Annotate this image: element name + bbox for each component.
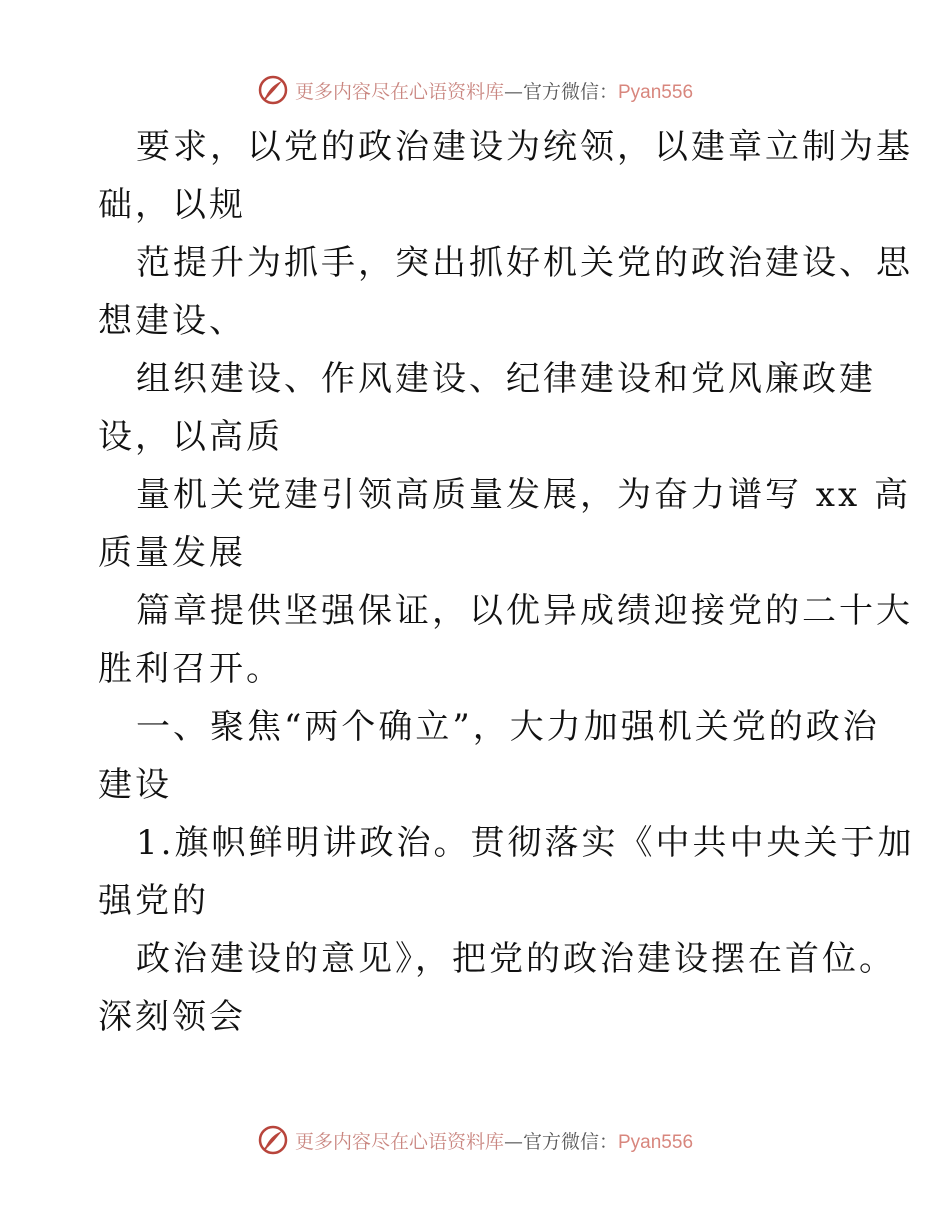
watermark-wechat-label: 官方微信： — [522, 1130, 618, 1153]
paragraph-line: 组织建设、作风建设、纪律建设和党风廉政建 — [136, 359, 876, 399]
section-heading-line: 建设 — [98, 765, 172, 805]
watermark-separator: — — [503, 1130, 523, 1153]
header-watermark — [0, 70, 950, 110]
paragraph-line: 要求，以党的政治建设为统领，以建章立制为基 — [136, 127, 913, 167]
paragraph-line: 强党的 — [98, 881, 209, 921]
paragraph-line: 胜利召开。 — [98, 649, 283, 689]
paragraph-line: 想建设、 — [98, 301, 246, 341]
paragraph-line: 量机关党建引领高质量发展，为奋力谱写 xx 高 — [136, 475, 911, 515]
watermark-wechat-id: Pyan556 — [618, 81, 694, 103]
watermark-wechat-label: 官方微信： — [522, 80, 618, 103]
quill-logo-icon — [257, 1124, 289, 1156]
paragraph-line: 政治建设的意见》，把党的政治建设摆在首位。 — [136, 939, 896, 979]
footer-watermark — [0, 1120, 950, 1160]
paragraph-line: 范提升为抓手，突出抓好机关党的政治建设、思 — [136, 243, 913, 283]
paragraph-line: 1.旗帜鲜明讲政治。贯彻落实《中共中央关于加 — [136, 823, 915, 863]
quill-logo-icon — [257, 74, 289, 106]
section-heading-line: 一、聚焦“两个确立”，大力加强机关党的政治 — [136, 707, 880, 747]
paragraph-line: 篇章提供坚强保证，以优异成绩迎接党的二十大 — [136, 591, 913, 631]
watermark-brand: 更多内容尽在心语资料库 — [294, 80, 504, 103]
paragraph-line: 础，以规 — [98, 185, 246, 225]
paragraph-line: 质量发展 — [98, 533, 246, 573]
watermark-wechat-id: Pyan556 — [618, 1131, 694, 1153]
paragraph-line: 深刻领会 — [98, 997, 246, 1037]
watermark-brand: 更多内容尽在心语资料库 — [294, 1130, 504, 1153]
paragraph-line: 设，以高质 — [98, 417, 283, 457]
watermark-separator: — — [503, 80, 523, 103]
